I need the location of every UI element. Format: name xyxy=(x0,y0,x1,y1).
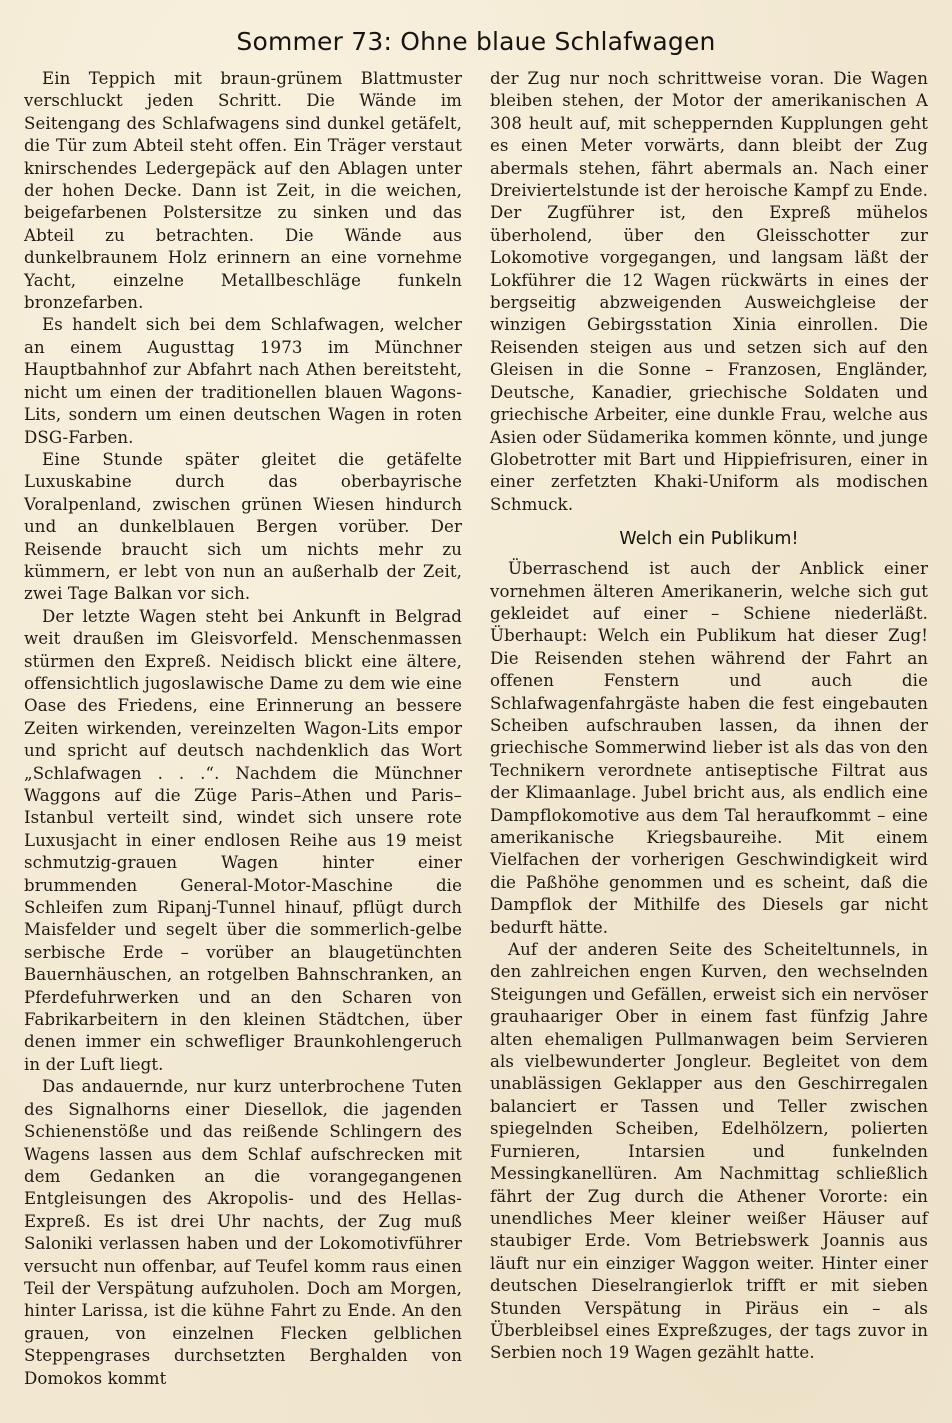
paragraph: Es handelt sich bei dem Schlafwagen, welcher an einem Augusttag 1973 im Münchner Hauptbahnhof zur Abfahrt nach Athen bereitsteht, nicht um einen der traditionellen blauen Wagons-Lits, sondern um einen deutschen Wagen in roten DSG-Farben. xyxy=(24,315,462,447)
subheading: Welch ein Publikum! xyxy=(619,529,799,550)
paragraph: Eine Stunde später gleitet die getäfelte Luxuskabine durch das oberbayrische Voralpenland, zwischen grünen Wiesen hindurch und an dunkelblauen Bergen vorüber. Der Reisende braucht sich um nichts mehr zu kümmern, er lebt von nun an außerhalb der Zeit, zwei Tage Balkan vor sich. xyxy=(24,449,462,604)
right-column xyxy=(490,68,928,1365)
paragraph: Ein Teppich mit braun-grünem Blattmuster verschluckt jeden Schritt. Die Wände im Seitengang des Schlafwagens sind dunkel getäfelt, die Tür zum Abteil steht offen. Ein Träger verstaut knirschendes Ledergepäck auf den Ablagen unter der hohen Decke. Dann ist Zeit, in die weichen, beigefarbenen Polstersitze zu sinken und das Abteil zu betrachten. Die Wände aus dunkelbraunem Holz erinnern an eine vornehme Yacht, einzelne Metallbeschläge funkeln bronzefarben. xyxy=(24,69,462,313)
paragraph: Das andauernde, nur kurz unterbrochene Tuten des Signalhorns einer Diesellok, die jagenden Schienenstöße und das reißende Schlingern des Wagens lassen aus dem Schlaf aufschrecken mit dem Gedanken an die vorangegangenen Entgleisungen des Akropolis- und des Hellas-Expreß. Es ist drei Uhr nachts, der Zug muß Saloniki verlassen haben und der Lokomotivführer versucht nun offenbar, auf Teufel komm raus einen Teil der Verspätung aufzuholen. Doch am Morgen, hinter Larissa, ist die kühne Fahrt zu Ende. An den grauen, von einzelnen Flecken gelblichen Steppengrases durchsetzten Berghalden von Domokos kommt xyxy=(24,1077,462,1388)
article-headline: Sommer 73: Ohne blaue Schlafwagen xyxy=(236,27,716,56)
article-columns xyxy=(24,68,928,1390)
paragraph: Der letzte Wagen steht bei Ankunft in Belgrad weit draußen im Gleisvorfeld. Menschenmassen stürmen den Expreß. Neidisch blickt eine ältere, offensichtlich jugoslawische Dame zu dem wie eine Oase des Friedens, eine Erinnerung an bessere Zeiten wirkenden, vereinzelten Wagon-Lits empor und spricht auf deutsch nachdenklich das Wort „Schlafwagen . . .“. Nachdem die Münchner Waggons auf die Züge Paris–Athen und Paris–Istanbul verteilt sind, windet sich unsere rote Luxusjacht in einer endlosen Reihe aus 19 meist schmutzig-grauen Wagen hinter einer brummenden General-Motor-Maschine die Schleifen zum Ripanj-Tunnel hinauf, pflügt durch Maisfelder und segelt über die sommerlich-gelbe serbische Erde – vorüber an blaugetünchten Bauernhäuschen, an rotgelben Bahnschranken, an Pferdefuhrwerken und an den Scharen von Fabrikarbeitern in den kleinen Städtchen, über denen immer ein schwefliger Braunkohlengeruch in der Luft liegt. xyxy=(24,606,462,1074)
paragraph-continuation: der Zug nur noch schrittweise voran. Die Wagen bleiben stehen, der Motor der amerikanischen A 308 heult auf, mit scheppernden Kupplungen geht es einen Meter vorwärts, dann bleibt der Zug abermals stehen, fährt abermals an. Nach einer Dreiviertelstunde ist der heroische Kampf zu Ende. Der Zugführer ist, den Expreß mühelos überholend, über den Gleisschotter zur Lokomotive vorgegangen, und langsam läßt der Lokführer die 12 Wagen rückwärts in eines der bergseitig abzweigenden Ausweichgleise der winzigen Gebirgsstation Xinia einrollen. Die Reisenden steigen aus und setzen sich auf den Gleisen in die Sonne – Franzosen, Engländer, Deutsche, Kanadier, griechische Soldaten und griechische Arbeiter, eine dunkle Frau, welche aus Asien oder Südamerika kommen könnte, und junge Globetrotter mit Bart und Hippiefrisuren, einer in einer zerfetzten Khaki-Uniform als modischen Schmuck. xyxy=(490,69,928,514)
paragraph: Überraschend ist auch der Anblick einer vornehmen älteren Amerikanerin, welche sich gut gekleidet auf einer – Schiene niederläßt. Überhaupt: Welch ein Publikum hat dieser Zug! Die Reisenden stehen während der Fahrt an offenen Fenstern und auch die Schlafwagenfahrgäste haben die fest eingebauten Scheiben aufschrauben lassen, da ihnen der griechische Sommerwind lieber ist als das von den Technikern verordnete antiseptische Filtrat aus der Klimaanlage. Jubel bricht aus, als endlich eine Dampflokomotive aus dem Tal heraufkommt – eine amerikanische Kriegsbaureihe. Mit einem Vielfachen der vorherigen Geschwindigkeit wird die Paßhöhe genommen und es scheint, daß die Dampflok der Mithilfe des Diesels gar nicht bedurft hätte. xyxy=(490,559,928,937)
paragraph: Auf der anderen Seite des Scheiteltunnels, in den zahlreichen engen Kurven, den wechselnden Steigungen und Gefällen, erweist sich ein nervöser grauhaariger Ober in einem fast fünfzig Jahre alten ehemaligen Pullmanwagen beim Servieren als vielbewunderter Jongleur. Begleitet von dem unablässigen Geklapper aus den Geschirregalen balanciert er Tassen und Teller zwischen spiegelnden Scheiben, Edelhölzern, polierten Furnieren, Intarsien und funkelnden Messingkanellüren. Am Nachmittag schließlich fährt der Zug durch die Athener Vororte: ein unendliches Meer kleiner weißer Häuser auf staubiger Erde. Vom Betriebswerk Joannis aus läuft nur ein einziger Waggon weiter. Hinter einer deutschen Dieselrangierlok trifft er mit sieben Stunden Verspätung in Piräus ein – als Überbleibsel eines Expreßzuges, der tags zuvor in Serbien noch 19 Wagen gezählt hatte. xyxy=(490,940,928,1363)
left-column xyxy=(24,68,462,1390)
